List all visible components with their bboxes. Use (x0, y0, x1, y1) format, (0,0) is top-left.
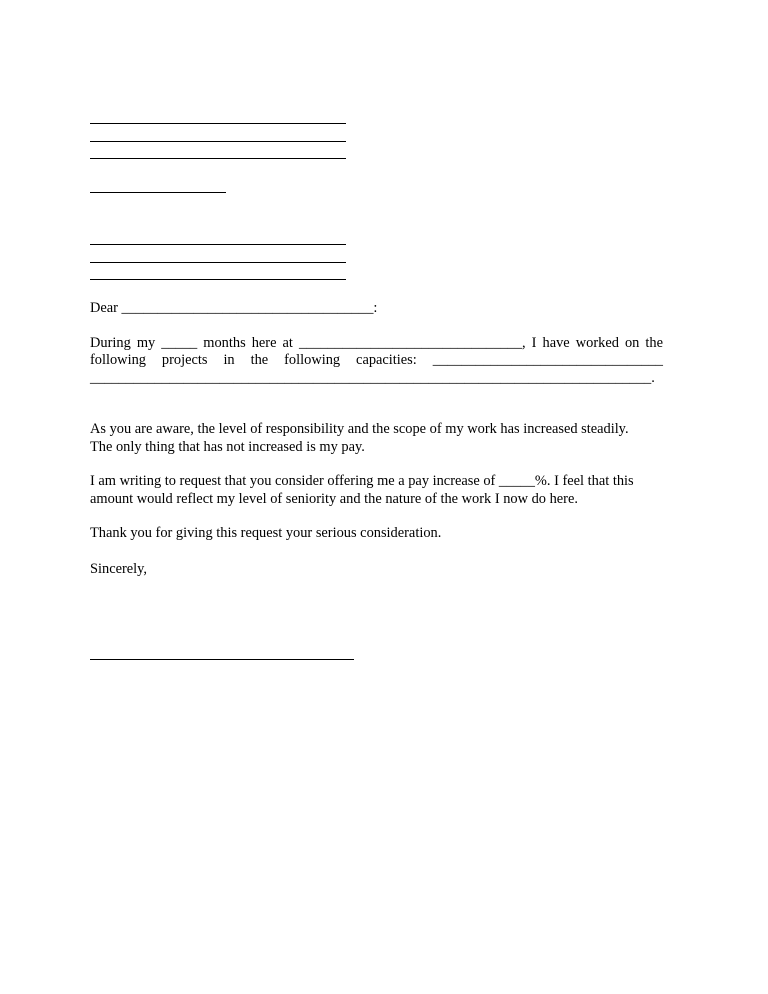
sender-address-line (90, 123, 346, 124)
paragraph-3-line: I am writing to request that you consider offering me a pay increase of _____%. I feel that this (90, 473, 634, 489)
paragraph-1-line: ______________________________________________________________________________. (90, 370, 655, 386)
sender-address-line (90, 158, 346, 159)
signature-line (90, 659, 354, 660)
recipient-address-line (90, 262, 346, 263)
recipient-address-line (90, 244, 346, 245)
paragraph-1-line: following projects in the following capacities: ________________________________ (90, 352, 663, 368)
paragraph-2-line: As you are aware, the level of responsibility and the scope of my work has increased steadily. (90, 421, 629, 437)
paragraph-1-line: During my _____ months here at _______________________________, I have worked on the (90, 335, 663, 351)
closing: Sincerely, (90, 561, 148, 577)
date-line (90, 192, 226, 193)
paragraph-3-line: amount would reflect my level of seniority and the nature of the work I now do here. (90, 491, 578, 507)
paragraph-2-line: The only thing that has not increased is my pay. (90, 439, 365, 455)
salutation: Dear ___________________________________: (90, 300, 378, 316)
recipient-address-line (90, 279, 346, 280)
sender-address-line (90, 141, 346, 142)
paragraph-4: Thank you for giving this request your serious consideration. (90, 525, 442, 541)
